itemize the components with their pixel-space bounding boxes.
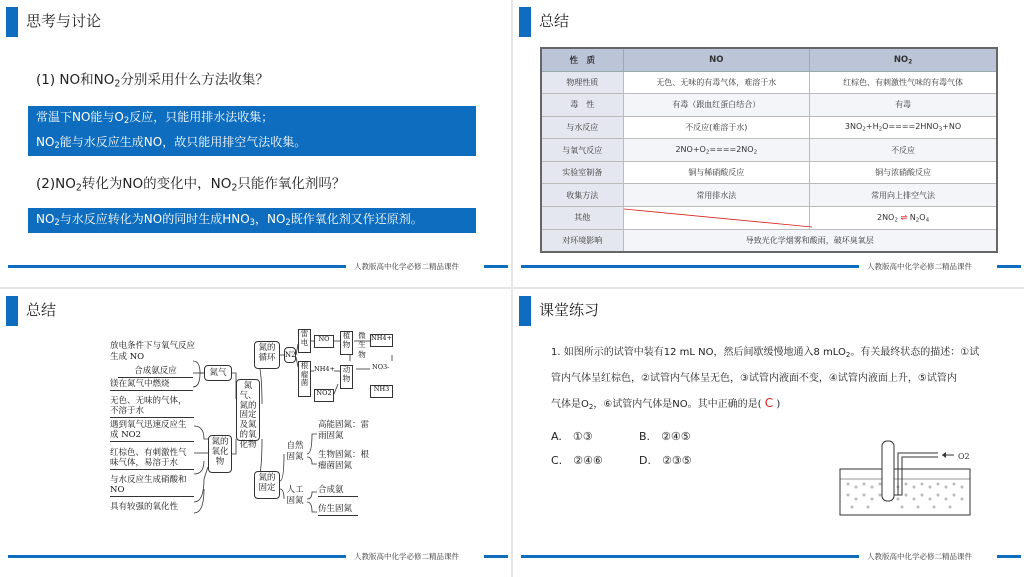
- option-c: C. ②④⑥: [551, 454, 603, 467]
- slide-footer: [0, 259, 511, 273]
- footer-line-left: [521, 265, 859, 268]
- box-nh4-right: NH4+: [370, 334, 393, 347]
- footer-text: 人教版高中化学必修二精品课件: [354, 552, 459, 561]
- table-row: [541, 229, 997, 252]
- row-key: 收集方法: [541, 184, 623, 207]
- footer-line-right: [484, 265, 508, 268]
- answer-1-line-2: $NO_2$能与水反应生成NO，故只能用排空气法收集。: [36, 135, 307, 151]
- cell-no2: 不反应: [810, 139, 997, 162]
- footer-line-right: [997, 555, 1021, 558]
- box-nitrogen: 氮气: [204, 365, 232, 381]
- cell-no: 不反应(难溶于水): [623, 116, 810, 139]
- slide-footer: [0, 549, 511, 563]
- box-main: 氮气、氮的固定及氮的氧化物: [236, 379, 260, 441]
- label-nh4-cycle: NH4+: [314, 365, 335, 373]
- table-row: [541, 207, 997, 230]
- box-no-cycle: NO: [314, 335, 334, 348]
- box-cycle: 氮的循环: [254, 341, 280, 369]
- slide-title: 课堂练习: [539, 301, 600, 319]
- option-b: B. ②④⑤: [639, 430, 691, 443]
- question-line-2: 管内气体呈红棕色，②试管内气体呈无色，③试管内液面不变，④试管内液面上升，⑤试管内: [551, 372, 957, 384]
- label-bionic: 仿生固氮: [318, 505, 358, 516]
- cell-no: 铜与稀硝酸反应: [623, 161, 810, 184]
- left-item-2: 合成氨反应: [118, 367, 193, 378]
- title-accent-bar: [519, 7, 531, 37]
- header-property: 性 质: [541, 48, 623, 71]
- slide-summary-table: [513, 0, 1024, 287]
- option-d: D. ②③⑤: [639, 454, 692, 467]
- left-item-1: 放电条件下与氧气反应生成 NO: [110, 341, 196, 362]
- row-key: 对环境影响: [541, 229, 623, 252]
- box-n2-cycle: N2: [284, 347, 296, 363]
- answer-2-box: [28, 208, 476, 233]
- row-key: 物理性质: [541, 71, 623, 94]
- header-no: NO: [623, 48, 810, 71]
- footer-line-left: [8, 555, 346, 558]
- slide-title: 总结: [26, 301, 57, 319]
- cell-no-empty: [623, 207, 810, 230]
- title-accent-bar: [6, 7, 18, 37]
- cell-no2: $3NO_2+H_2O====2HNO_3+NO$: [810, 116, 997, 139]
- title-accent-bar: [519, 296, 531, 326]
- cell-no: 有毒（跟血红蛋白结合）: [623, 94, 810, 117]
- left-item-4: 无色、无味的气体，不溶于水: [110, 397, 194, 418]
- comparison-table: [540, 47, 998, 253]
- footer-line-right: [997, 265, 1021, 268]
- answer-mark: C: [764, 395, 774, 410]
- cell-no2: 常用向上排空气法: [810, 184, 997, 207]
- label-artificial: 人工固氮: [286, 485, 304, 506]
- table-row: [541, 71, 997, 94]
- table-row: [541, 184, 997, 207]
- slide-summary-diagram: [0, 289, 511, 577]
- question-line-1: 1. 如图所示的试管中装有12 mL NO，然后间歇缓慢地通入8 mLO$_2$。有关最终状态的描述：①试: [551, 347, 980, 359]
- row-key: 与氧气反应: [541, 139, 623, 162]
- left-item-7: 与水反应生成硝酸和 NO: [110, 476, 194, 497]
- table-row: [541, 94, 997, 117]
- label-microbe: 微生物: [358, 331, 366, 359]
- box-lightning: 雷电: [298, 329, 311, 353]
- left-item-5: 遇到氧气迅速反应生成 NO2: [110, 421, 194, 442]
- cell-no2: $2NO_2$ ⇌ $N_2O_4$: [810, 207, 997, 230]
- slide-footer: [513, 549, 1024, 563]
- table-row: [541, 161, 997, 184]
- footer-line-left: [8, 265, 346, 268]
- box-no2-cycle: NO2: [314, 389, 334, 402]
- apparatus-illustration: [838, 439, 998, 519]
- option-a: A. ①③: [551, 430, 593, 443]
- left-item-3: 镁在氮气中燃烧: [110, 380, 193, 391]
- label-no3: NO3-: [372, 363, 390, 371]
- footer-text: 人教版高中化学必修二精品课件: [867, 262, 972, 271]
- footer-line-left: [521, 555, 859, 558]
- diagonal-line-icon: [624, 207, 812, 229]
- slide-thinking-discussion: [0, 0, 511, 287]
- answer-2-line: $NO_2$与水反应转化为NO的同时生成$HNO_3$，$NO_2$既作氧化剂又作还原剂。: [36, 212, 423, 228]
- cell-no2: 有毒: [810, 94, 997, 117]
- left-item-6: 红棕色、有刺激性气味气体，易溶于水: [110, 449, 194, 470]
- row-key: 毒 性: [541, 94, 623, 117]
- table-row: [541, 139, 997, 162]
- box-oxides: 氮的氧化物: [208, 435, 232, 473]
- answer-1-line-1: 常温下NO能与$O_2$反应，只能用排水法收集；: [36, 110, 274, 126]
- question-1: (1) NO和$NO_2$分别采用什么方法收集？: [36, 72, 269, 90]
- question-text: [551, 341, 1011, 419]
- box-plant: 植物: [340, 331, 353, 355]
- equilibrium-arrow-icon: ⇌: [900, 212, 908, 222]
- cell-no2: 红棕色、有刺激性气味的有毒气体: [810, 71, 997, 94]
- table-header-row: [541, 48, 997, 71]
- slide-title: 总结: [539, 12, 570, 30]
- cell-no: 无色、无味的有毒气体，难溶于水: [623, 71, 810, 94]
- footer-text: 人教版高中化学必修二精品课件: [867, 552, 972, 561]
- row-key: 实验室制备: [541, 161, 623, 184]
- label-energy-fixation: 高能固氮：雷雨固氮: [318, 420, 370, 441]
- o2-label: O2: [958, 452, 970, 461]
- row-key: 与水反应: [541, 116, 623, 139]
- slide-title: 思考与讨论: [26, 12, 102, 30]
- box-fixation: 氮的固定: [254, 471, 280, 499]
- question-2: $(2)NO_2$转化为NO的变化中，$NO_2$只能作氧化剂吗？: [36, 176, 346, 194]
- left-item-8: 具有较强的氧化性: [110, 502, 179, 512]
- label-synth-ammonia: 合成氨: [318, 486, 358, 497]
- cell-no: $2NO+O_2====2NO_2$: [623, 139, 810, 162]
- cell-no: 常用排水法: [623, 184, 810, 207]
- label-bio-fixation: 生物固氮：根瘤菌固氮: [318, 450, 370, 471]
- box-rhizobia: 根瘤菌: [298, 361, 311, 397]
- label-natural: 自然固氮: [286, 441, 304, 462]
- header-no2: $NO_2$: [810, 48, 997, 71]
- question-line-3: 气体是$O_2$，⑥试管内气体是NO。其中正确的是( C ): [551, 395, 781, 411]
- answer-1-box: [28, 106, 476, 156]
- cell-no2: 铜与浓硝酸反应: [810, 161, 997, 184]
- cell-environment: 导致光化学烟雾和酸雨，破坏臭氧层: [623, 229, 997, 252]
- slide-footer: [513, 259, 1024, 273]
- row-key: 其他: [541, 207, 623, 230]
- slide-classroom-exercise: [513, 289, 1024, 577]
- box-nh3-right: NH3: [370, 385, 393, 398]
- footer-text: 人教版高中化学必修二精品课件: [354, 262, 459, 271]
- box-animal: 动物: [340, 365, 353, 389]
- footer-line-right: [484, 555, 508, 558]
- table-row: [541, 116, 997, 139]
